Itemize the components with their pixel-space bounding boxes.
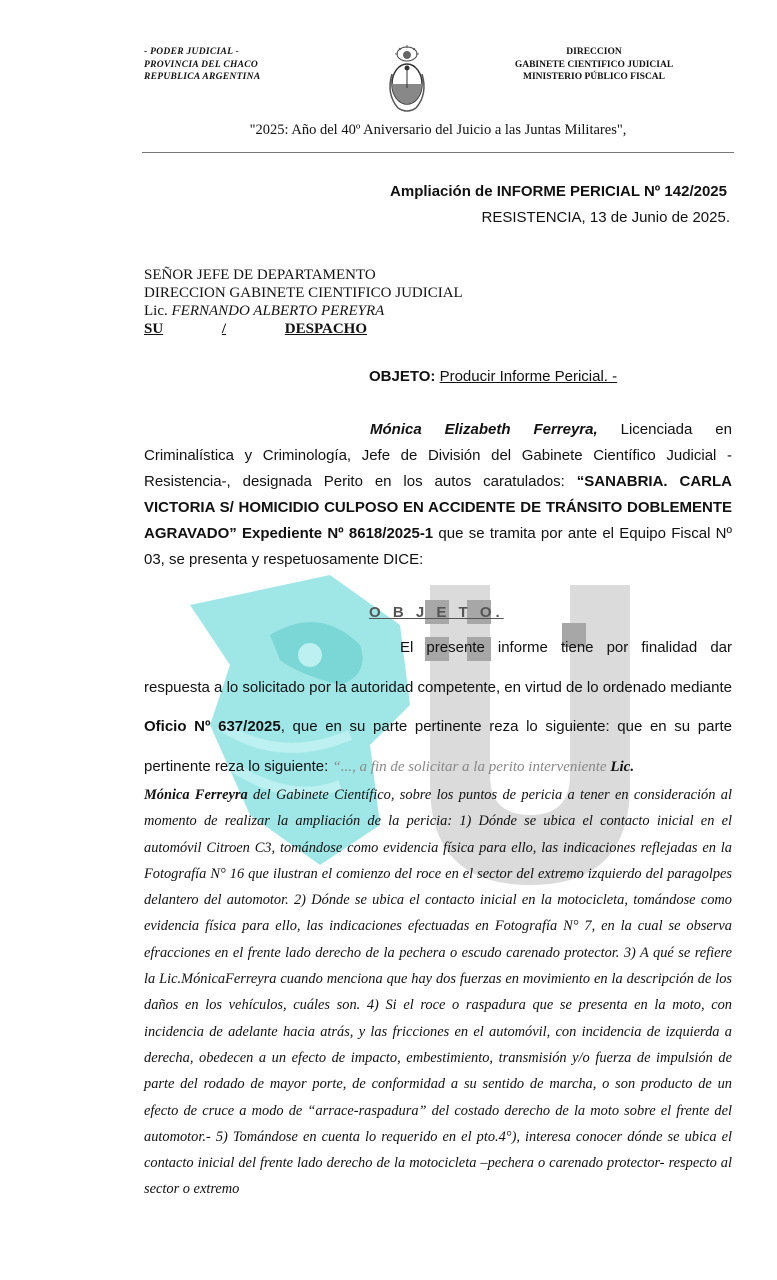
header-left-line: REPUBLICA ARGENTINA (144, 72, 261, 82)
intro-paragraph (144, 417, 732, 573)
section-paragraph (144, 628, 732, 787)
intro-text: Licenciada en Criminalística y Criminología, Jefe de División del Gabinete Científico Judicial -Resistencia-, designada Perito en los autos caratulados: (144, 421, 732, 490)
recipient-despacho (144, 320, 367, 338)
despacho-part: SU (144, 321, 164, 337)
expediente-number: Expediente Nº 8618/2025-1 (242, 525, 434, 542)
section-text: El presente informe tiene por finalidad dar respuesta a lo solicitado por la autoridad competente, en virtud de lo ordenado mediante (144, 639, 732, 696)
report-date: RESISTENCIA, 13 de Junio de 2025. (481, 209, 730, 226)
header-divider (142, 152, 734, 153)
objeto-text: Producir Informe Pericial. - (439, 368, 618, 385)
quote-name-part: Lic. (610, 758, 635, 775)
objeto-line (369, 368, 617, 385)
year-motto: "2025: Año del 40º Aniversario del Juicio a las Juntas Militares", (249, 122, 627, 138)
header-right-institution (498, 46, 690, 84)
section-title: O B J E T O. (369, 604, 504, 621)
intro-text-end: que se tramita por ante el Equipo Fiscal Nº 03, se presenta y respetuosamente DICE: (144, 525, 732, 568)
header-right-line: GABINETE CIENTIFICO JUDICIAL (514, 59, 674, 70)
objeto-label: OBJETO: (369, 368, 436, 385)
despacho-part: / (221, 321, 227, 337)
expert-name: Mónica Elizabeth Ferreyra, (370, 421, 598, 438)
quote-name: Mónica Ferreyra (144, 787, 248, 803)
recipient-line: DIRECCION GABINETE CIENTIFICO JUDICIAL (144, 285, 463, 301)
recipient-prefix: Lic. (144, 303, 172, 319)
header-right-line: DIRECCION (566, 47, 622, 57)
header-left-institution (144, 46, 260, 84)
recipient-line (144, 302, 463, 320)
quote-body: del Gabinete Científico, sobre los puntos de pericia a tener en consideración al momento de realizar la ampliación de la pericia: 1) Dónde se ubica el contacto inicial en el automóvil Citroen C3, tomándose como evidencia física para ello, las indicaciones reflejadas en la Fotografía N° 16 que ilustran el comienzo del roce en el sector del extremo izquierdo del paragolpes delantero del automotor. 2) Dónde se ubica el contacto inicial en la motocicleta, tomándose como evidencia física para ello, las indicaciones efectuadas en Fotografía N° 7, en la cual se observa efracciones en el frente lado derecho de la pechera o escudo carenado protector. 3) A qué se refiere la Lic.MónicaFerreyra cuando menciona que hay dos fuerzas en movimiento en la descripción de los daños en los vehículos, cuáles son. 4) Si el roce o raspadura que se presenta en la moto, con incidencia de adelante hacia atrás, y las fricciones en el automóvil, con incidencia de izquierda a derecha, obedecen a un efecto de impacto, embestimiento, transmisión y/o fuerza de impulsión de parte del rodado de mayor porte, de conformidad a su sentido de marcha, o son producto de un efecto de cruce a modo de “arrace-raspadura” del costado derecho de la moto sobre el frente del automotor.- 5) Tomándose en cuenta lo requerido en el pto.4°), interesa conocer dónde se ubica el contacto inicial del frente lado derecho de la motocicleta –pechera o carenado protector- respecto al sector o extremo (144, 787, 732, 1198)
header-left-line: - PODER JUDICIAL - (144, 47, 240, 57)
recipient-name: FERNANDO ALBERTO PEREYRA (171, 303, 385, 319)
section-text-cont: , que en su parte pertinente reza lo siguiente: que en su parte pertinente reza lo siguiente: (144, 718, 732, 775)
despacho-part: DESPACHO (284, 321, 367, 337)
argentina-coat-of-arms-icon (384, 44, 430, 116)
oficio-number: Oficio Nº 637/2025 (144, 718, 281, 735)
case-title: “SANABRIA. CARLA VICTORIA S/ HOMICIDIO CULPOSO EN ACCIDENTE DE TRÁNSITO DOBLEMENTE AGRAVADO” (144, 473, 732, 542)
header-right-line: MINISTERIO PÚBLICO FISCAL (523, 72, 665, 82)
quote-start: “..., a fin de solicitar a la perito interveniente (332, 758, 611, 775)
recipient-block (144, 266, 463, 338)
recipient-line: SEÑOR JEFE DE DEPARTAMENTO (144, 267, 376, 283)
header-left-line: PROVINCIA DEL CHACO (144, 59, 259, 70)
quoted-request (144, 782, 732, 1203)
report-title: Ampliación de INFORME PERICIAL Nº 142/2025 (390, 183, 727, 200)
